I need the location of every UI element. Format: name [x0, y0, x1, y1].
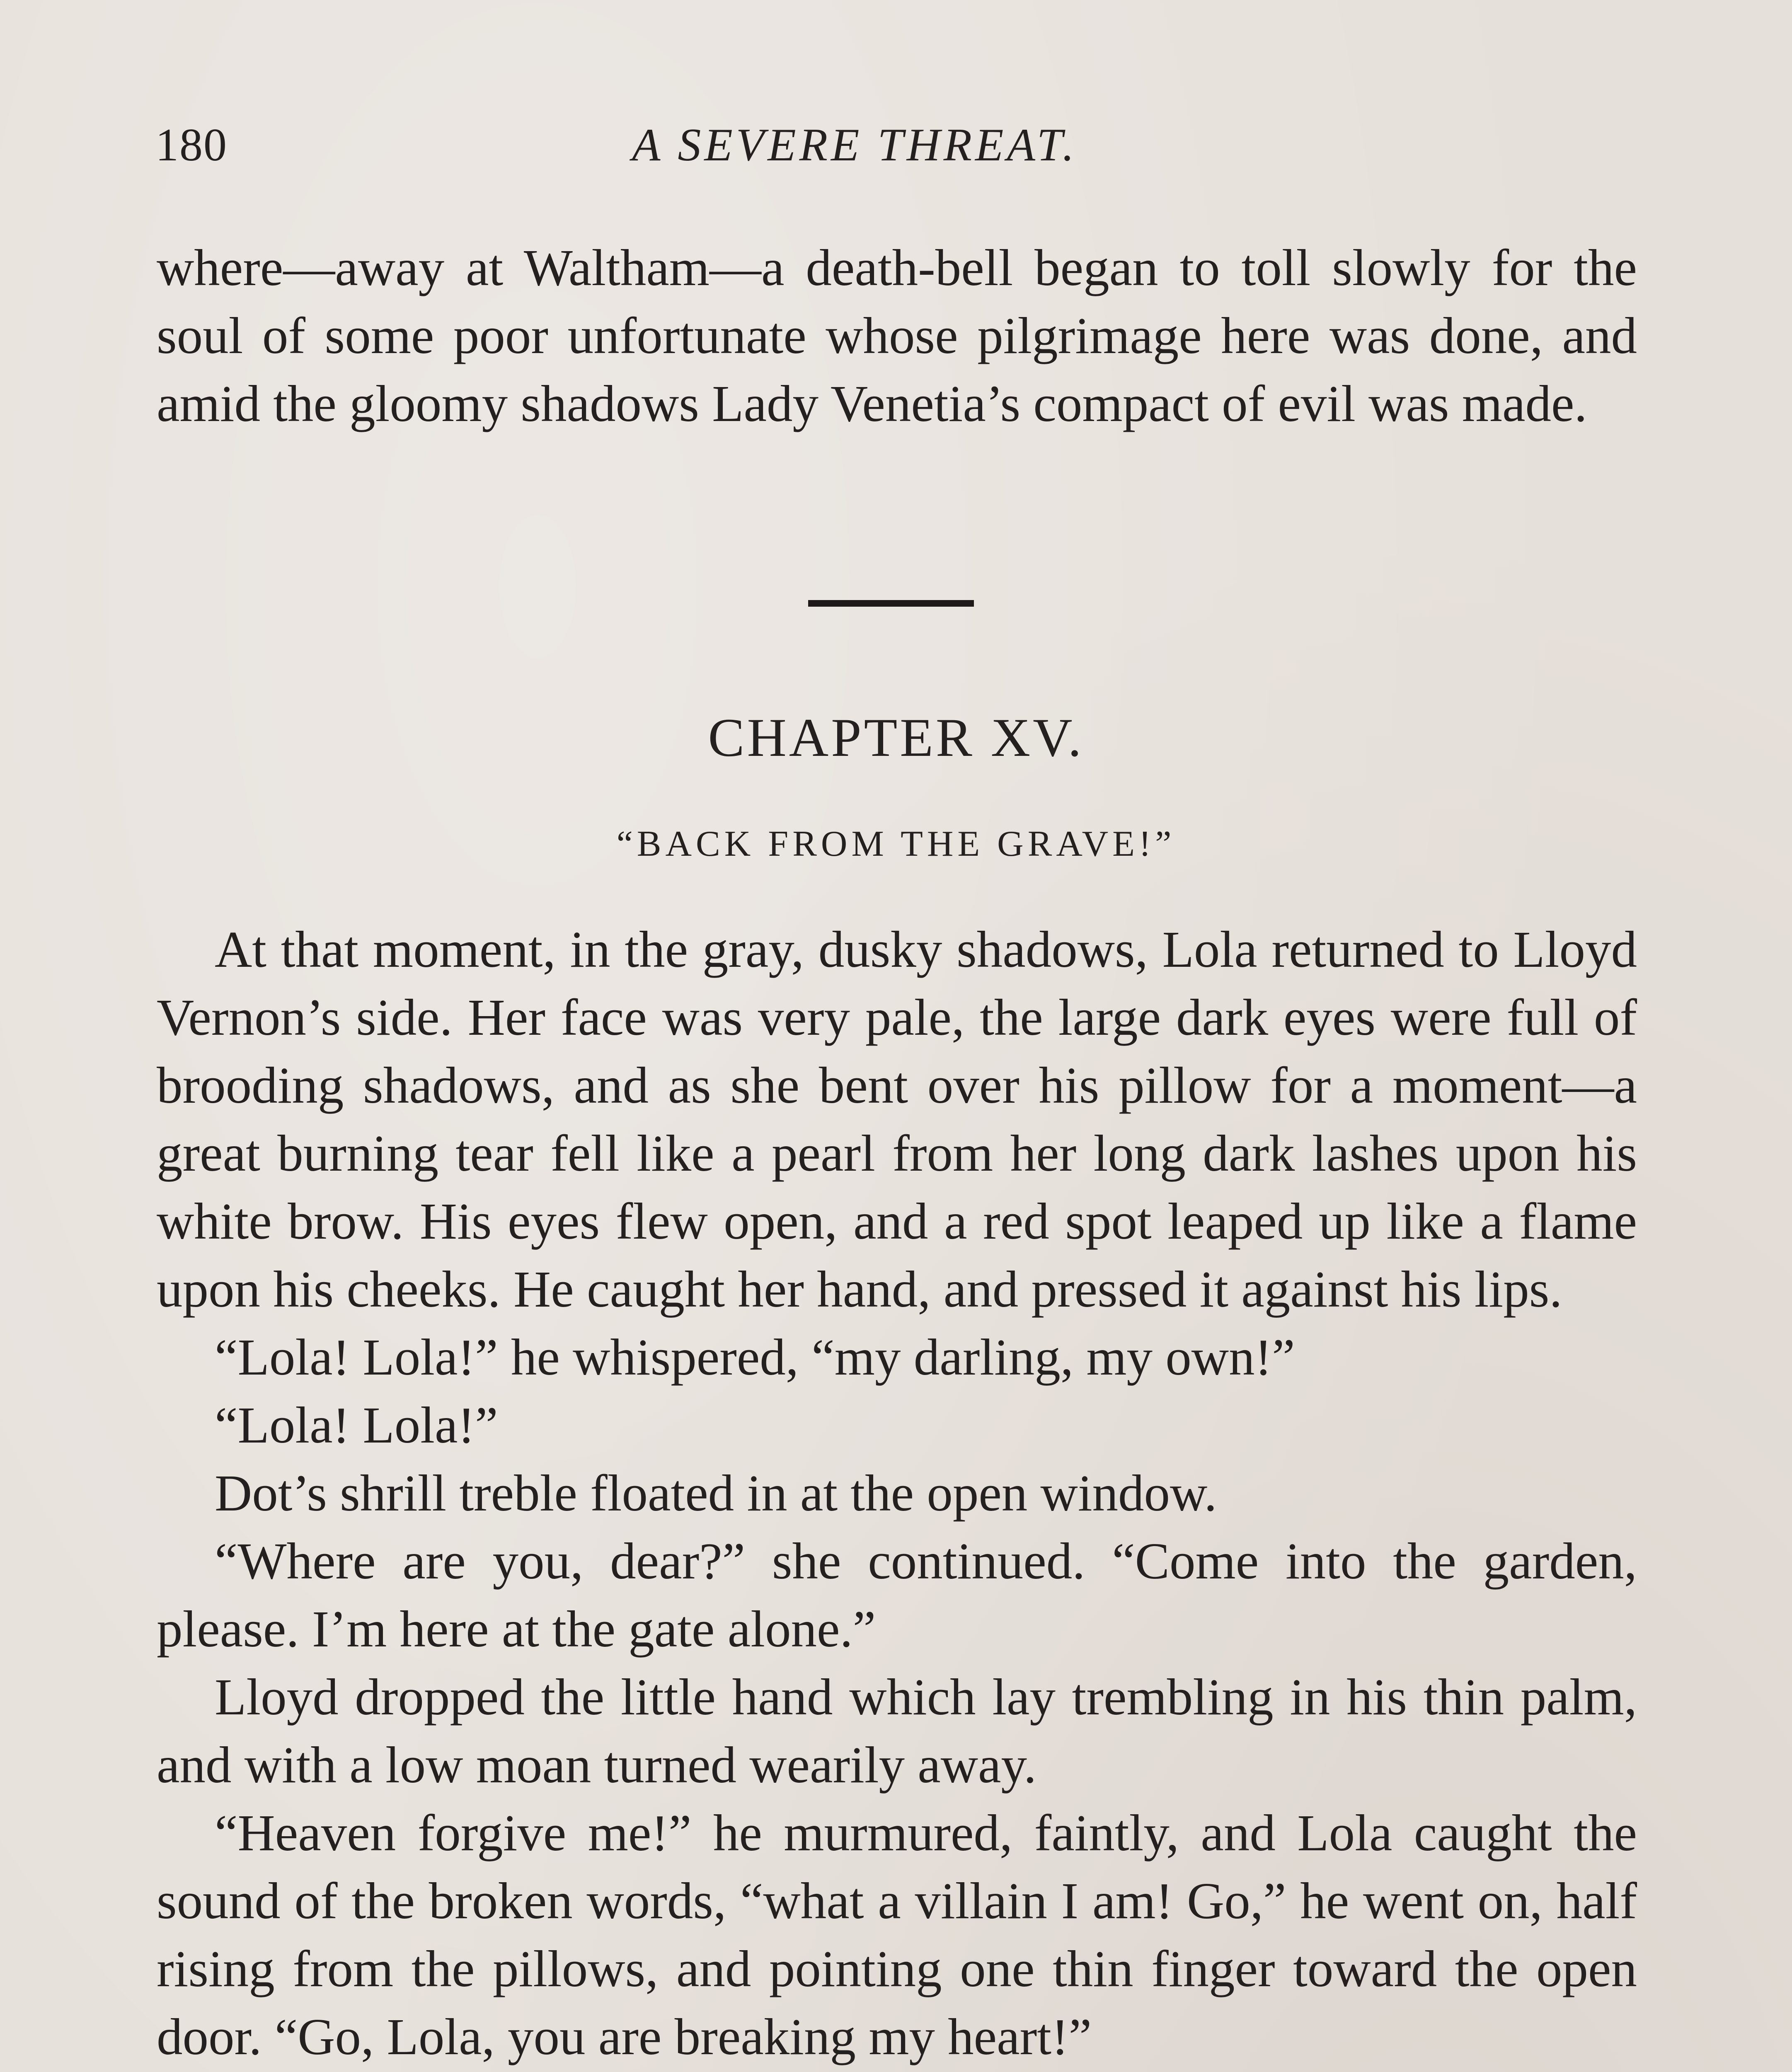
running-title: A SEVERE THREAT. — [632, 119, 1078, 171]
opening-paragraph: where—away at Waltham—a death-bell began to toll slowly for the soul of some poor unfortunate whose pilgrimage here was done, and amid the gloomy shadows Lady Venetia’s compact of evil was made. — [157, 240, 1637, 433]
paragraph: “Lola! Lola!” — [215, 1397, 498, 1454]
running-head — [155, 118, 1639, 184]
paragraph: “Lola! Lola!” he whispered, “my darling, my own!” — [215, 1329, 1295, 1386]
paragraph: Lloyd dropped the little hand which lay trembling in his thin palm, and with a low moan turned wearily away. — [157, 1669, 1637, 1794]
page-number: 180 — [155, 119, 228, 171]
paragraph: Dot’s shrill treble floated in at the open window. — [215, 1465, 1217, 1522]
section-divider — [808, 600, 974, 607]
paragraph: At that moment, in the gray, dusky shadows, Lola returned to Lloyd Vernon’s side. Her face was very pale, the large dark eyes were full of brooding shadows, and as she bent over his pillow for a moment—a great burning tear fell like a pearl from her long dark lashes upon his white brow. His eyes flew open, and a red spot leaped up like a flame upon his cheeks. He caught her hand, and pressed it against his lips. — [157, 921, 1637, 1318]
opening-text — [157, 234, 1637, 438]
chapter-subtitle: “BACK FROM THE GRAVE!” — [616, 824, 1176, 864]
paragraph: “Heaven forgive me!” he murmured, faintly, and Lola caught the sound of the broken words, “what a villain I am! Go,” he went on, half rising from the pillows, and pointing one thin finger toward the open door. “Go, Lola, you are breaking my heart!” — [157, 1805, 1637, 2066]
paragraph: “Where are you, dear?” she continued. “Come into the garden, please. I’m here at the gate alone.” — [157, 1533, 1637, 1658]
chapter-heading: CHAPTER XV. — [708, 707, 1084, 768]
chapter-body — [157, 916, 1637, 2072]
